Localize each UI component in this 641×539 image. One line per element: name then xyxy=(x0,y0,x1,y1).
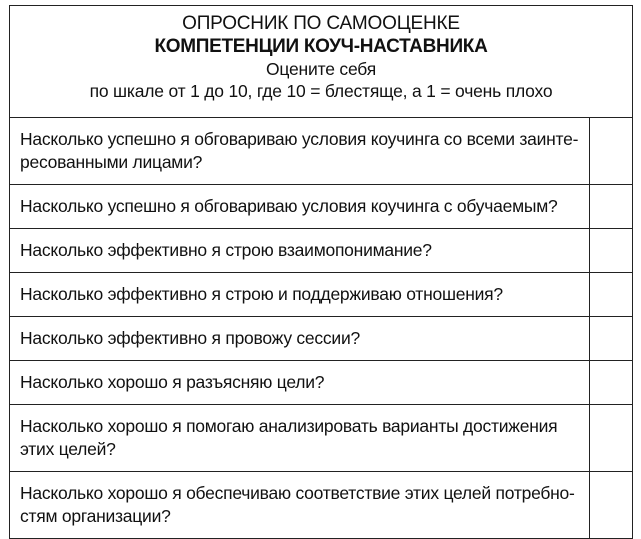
question-row xyxy=(10,229,632,273)
question-row xyxy=(10,405,632,472)
questionnaire-header xyxy=(10,6,632,118)
question-text: Насколько успешно я обговариваю условия коучинга со всеми заинте-ресованными лицами? xyxy=(10,118,590,185)
question-row xyxy=(10,273,632,317)
score-cell[interactable] xyxy=(590,361,633,405)
question-row xyxy=(10,185,632,229)
score-cell[interactable] xyxy=(590,273,633,317)
score-cell[interactable] xyxy=(590,185,633,229)
score-cell[interactable] xyxy=(590,472,633,539)
question-text: Насколько эффективно я строю взаимопонимание? xyxy=(10,229,590,273)
question-text: Насколько хорошо я разъясняю цели? xyxy=(10,361,590,405)
question-row xyxy=(10,317,632,361)
rating-instruction: Оцените себя xyxy=(265,59,377,79)
question-text: Насколько хорошо я обеспечиваю соответствие этих целей потребно-стям организации? xyxy=(10,472,590,539)
questions-table xyxy=(10,118,632,538)
question-row xyxy=(10,472,632,539)
question-row xyxy=(10,118,632,185)
score-cell[interactable] xyxy=(590,405,633,472)
score-cell[interactable] xyxy=(590,229,633,273)
questionnaire-form xyxy=(9,5,633,539)
questionnaire-title: ОПРОСНИК ПО САМООЦЕНКЕ xyxy=(182,13,460,34)
rating-scale-description: по шкале от 1 до 10, где 10 = блестяще, а 1 = очень плохо xyxy=(89,81,553,101)
score-cell[interactable] xyxy=(590,118,633,185)
question-row xyxy=(10,361,632,405)
question-text: Насколько эффективно я строю и поддерживаю отношения? xyxy=(10,273,590,317)
score-cell[interactable] xyxy=(590,317,633,361)
question-text: Насколько хорошо я помогаю анализировать варианты достижения этих целей? xyxy=(10,405,590,472)
questionnaire-subtitle: КОМПЕТЕНЦИИ КОУЧ-НАСТАВНИКА xyxy=(154,36,488,57)
question-text: Насколько успешно я обговариваю условия коучинга с обучаемым? xyxy=(10,185,590,229)
question-text: Насколько эффективно я провожу сессии? xyxy=(10,317,590,361)
